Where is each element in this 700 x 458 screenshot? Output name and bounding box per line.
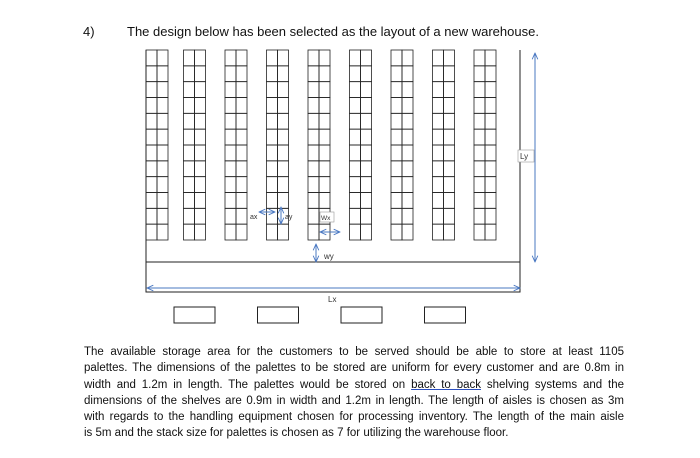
shelf-cell [195, 82, 206, 98]
paragraph-line-6: is 5m and the stack size for palettes is chosen as 7 for utilizing the warehouse floor. [84, 427, 509, 440]
shelf-cell [485, 145, 496, 161]
shelf-cell [308, 224, 319, 240]
shelf-cell [350, 145, 361, 161]
shelf-cell [402, 129, 413, 145]
shelf-cell [444, 113, 455, 129]
shelf-cell [444, 82, 455, 98]
shelf-cell [184, 224, 195, 240]
shelf-cell [350, 161, 361, 177]
shelf-column [433, 50, 455, 240]
paragraph-line-5: with regards to the handling equipment chosen for processing inventory. The length of the main aisle [84, 411, 624, 424]
shelf-cell [157, 145, 168, 161]
wx-label: Wx [321, 215, 331, 222]
shelf-cell [433, 113, 444, 129]
shelf-cell [444, 177, 455, 193]
shelf-cell [236, 98, 247, 114]
ax-label: ax [250, 214, 258, 221]
back-to-back-link: back to back [411, 378, 481, 391]
shelf-cell [485, 66, 496, 82]
shelf-cell [444, 193, 455, 209]
shelf-cell [267, 98, 278, 114]
shelf-cell [184, 145, 195, 161]
shelf-column [184, 50, 206, 240]
shelf-cell [225, 177, 236, 193]
shelf-cell [184, 113, 195, 129]
shelf-cell [195, 224, 206, 240]
shelf-cell [433, 129, 444, 145]
shelf-cell [278, 82, 289, 98]
shelf-cell [474, 193, 485, 209]
shelf-cell [402, 208, 413, 224]
shelf-cell [444, 145, 455, 161]
shelf-cell [146, 113, 157, 129]
shelf-cell [146, 50, 157, 66]
shelf-cell [195, 177, 206, 193]
shelf-cell [308, 177, 319, 193]
shelf-cell [278, 66, 289, 82]
shelf-cell [236, 82, 247, 98]
shelf-cell [278, 113, 289, 129]
shelf-cell [308, 113, 319, 129]
shelf-cell [267, 129, 278, 145]
shelf-cell [474, 224, 485, 240]
shelf-cell [195, 129, 206, 145]
paragraph-line-3 [84, 377, 624, 393]
shelf-cell [267, 145, 278, 161]
shelf-cell [157, 193, 168, 209]
shelf-cell [157, 161, 168, 177]
shelf-cell [184, 66, 195, 82]
shelf-cell [308, 66, 319, 82]
shelf-cell [195, 208, 206, 224]
shelf-cell [350, 50, 361, 66]
shelf-cell [146, 82, 157, 98]
shelf-cell [184, 193, 195, 209]
shelf-cell [474, 98, 485, 114]
shelf-cell [433, 145, 444, 161]
shelf-cell [361, 66, 372, 82]
shelf-cell [433, 177, 444, 193]
shelf-cell [433, 161, 444, 177]
shelf-cell [236, 177, 247, 193]
shelf-cell [157, 50, 168, 66]
shelf-cell [308, 208, 319, 224]
shelf-cell [474, 208, 485, 224]
shelf-cell [474, 145, 485, 161]
shelf-cell [444, 208, 455, 224]
shelf-cell [350, 66, 361, 82]
shelf-cell [402, 82, 413, 98]
shelf-cell [444, 98, 455, 114]
shelf-cell [225, 98, 236, 114]
paragraph-line-3-start: width and 1.2m in length. The palettes would be stored on [84, 378, 406, 391]
shelf-cell [236, 208, 247, 224]
shelf-cell [146, 161, 157, 177]
shelf-cell [402, 145, 413, 161]
shelf-columns [146, 50, 496, 240]
shelf-cell [225, 82, 236, 98]
shelf-cell [485, 82, 496, 98]
shelf-cell [485, 177, 496, 193]
shelf-cell [146, 193, 157, 209]
shelf-cell [146, 145, 157, 161]
shelf-cell [225, 113, 236, 129]
problem-paragraph [84, 344, 624, 442]
shelf-cell [474, 161, 485, 177]
paragraph-line-4: dimensions of the shelves are 0.9m in width and 1.2m in length. The length of aisles is chosen as 3m [84, 394, 624, 407]
paragraph-line-3-end: shelving systems and the [486, 378, 624, 391]
shelf-cell [278, 129, 289, 145]
shelf-cell [278, 161, 289, 177]
shelf-cell [444, 66, 455, 82]
paragraph-line-1: The available storage area for the customers to be served should be able to store at least 1105 [84, 346, 624, 358]
shelf-cell [361, 224, 372, 240]
shelf-cell [184, 208, 195, 224]
shelf-cell [267, 50, 278, 66]
shelf-cell [391, 208, 402, 224]
shelf-cell [308, 98, 319, 114]
shelf-cell [157, 113, 168, 129]
shelf-cell [361, 177, 372, 193]
ay-label: ay [285, 214, 293, 221]
question-title: The design below has been selected as the layout of a new warehouse. [127, 24, 539, 39]
shelf-cell [433, 224, 444, 240]
shelf-cell [184, 50, 195, 66]
shelf-column [225, 50, 247, 240]
shelf-cell [146, 177, 157, 193]
shelf-cell [391, 177, 402, 193]
shelf-cell [319, 82, 330, 98]
question-number: 4) [83, 24, 95, 39]
shelf-cell [350, 98, 361, 114]
shelf-cell [391, 66, 402, 82]
shelf-cell [485, 50, 496, 66]
shelf-cell [308, 193, 319, 209]
shelf-cell [391, 113, 402, 129]
shelf-cell [184, 161, 195, 177]
shelf-column [350, 50, 372, 240]
ly-label: Ly [520, 152, 529, 161]
shelf-cell [267, 113, 278, 129]
shelf-cell [267, 66, 278, 82]
shelf-cell [391, 224, 402, 240]
shelf-cell [146, 98, 157, 114]
shelf-cell [146, 208, 157, 224]
wy-label: wy [324, 252, 334, 261]
shelf-cell [278, 50, 289, 66]
shelf-cell [350, 224, 361, 240]
shelf-cell [433, 82, 444, 98]
shelf-cell [485, 129, 496, 145]
shelf-cell [236, 129, 247, 145]
shelf-cell [485, 193, 496, 209]
shelf-cell [474, 177, 485, 193]
shelf-cell [236, 224, 247, 240]
shelf-cell [319, 113, 330, 129]
shelf-cell [391, 193, 402, 209]
shelf-column [474, 50, 496, 240]
shelf-cell [236, 66, 247, 82]
shelf-cell [485, 113, 496, 129]
shelf-cell [267, 161, 278, 177]
shelf-cell [195, 145, 206, 161]
shelf-cell [474, 50, 485, 66]
shelf-cell [433, 66, 444, 82]
shelf-cell [146, 129, 157, 145]
shelf-cell [402, 98, 413, 114]
shelf-cell [308, 129, 319, 145]
shelf-column [308, 50, 330, 240]
shelf-cell [225, 129, 236, 145]
shelf-cell [225, 208, 236, 224]
shelf-cell [361, 113, 372, 129]
shelf-cell [308, 82, 319, 98]
shelf-cell [361, 161, 372, 177]
shelf-cell [391, 161, 402, 177]
shelf-cell [146, 224, 157, 240]
shelf-cell [319, 145, 330, 161]
shelf-cell [361, 145, 372, 161]
shelf-cell [485, 208, 496, 224]
shelf-cell [184, 82, 195, 98]
shelf-cell [391, 50, 402, 66]
shelf-cell [350, 82, 361, 98]
shelf-cell [391, 98, 402, 114]
shelf-cell [236, 161, 247, 177]
shelf-cell [308, 145, 319, 161]
shelf-cell [485, 224, 496, 240]
shelf-cell [319, 98, 330, 114]
shelf-cell [485, 161, 496, 177]
shelf-cell [361, 193, 372, 209]
shelf-column [391, 50, 413, 240]
shelf-cell [236, 145, 247, 161]
shelf-cell [433, 98, 444, 114]
shelf-cell [195, 193, 206, 209]
shelf-cell [157, 98, 168, 114]
shelf-cell [319, 129, 330, 145]
shelf-cell [402, 66, 413, 82]
shelf-cell [350, 129, 361, 145]
loading-dock [258, 307, 299, 323]
shelf-cell [236, 50, 247, 66]
shelf-cell [444, 161, 455, 177]
shelf-cell [319, 177, 330, 193]
shelf-cell [184, 129, 195, 145]
shelf-cell [225, 50, 236, 66]
shelf-cell [157, 208, 168, 224]
shelf-cell [402, 161, 413, 177]
shelf-cell [319, 66, 330, 82]
shelf-cell [485, 98, 496, 114]
shelf-cell [433, 50, 444, 66]
shelf-cell [225, 193, 236, 209]
shelf-cell [236, 193, 247, 209]
shelf-cell [391, 82, 402, 98]
shelf-cell [157, 129, 168, 145]
loading-dock [425, 307, 466, 323]
shelf-cell [225, 66, 236, 82]
shelf-cell [146, 66, 157, 82]
shelf-cell [267, 224, 278, 240]
shelf-cell [195, 66, 206, 82]
shelf-cell [157, 224, 168, 240]
shelf-cell [225, 224, 236, 240]
loading-dock [341, 307, 382, 323]
shelf-cell [350, 208, 361, 224]
shelf-cell [361, 129, 372, 145]
shelf-cell [402, 177, 413, 193]
shelf-cell [278, 193, 289, 209]
shelf-cell [444, 129, 455, 145]
shelf-cell [267, 208, 278, 224]
shelf-cell [361, 98, 372, 114]
shelf-cell [157, 177, 168, 193]
shelf-cell [391, 145, 402, 161]
shelf-cell [350, 113, 361, 129]
shelf-cell [474, 66, 485, 82]
shelf-cell [319, 161, 330, 177]
shelf-column [146, 50, 168, 240]
paragraph-line-2: palettes. The dimensions of the palettes to be stored are uniform for every customer and are 0.8m in [84, 362, 624, 375]
shelf-cell [402, 113, 413, 129]
shelf-cell [308, 50, 319, 66]
shelf-cell [195, 113, 206, 129]
shelf-cell [350, 193, 361, 209]
shelf-cell [157, 66, 168, 82]
lx-label: Lx [328, 295, 337, 304]
shelf-cell [278, 98, 289, 114]
shelf-cell [195, 50, 206, 66]
shelf-cell [236, 113, 247, 129]
shelf-cell [195, 161, 206, 177]
loading-docks [174, 307, 466, 323]
shelf-cell [474, 129, 485, 145]
shelf-cell [433, 208, 444, 224]
shelf-cell [444, 224, 455, 240]
shelf-cell [278, 224, 289, 240]
shelf-cell [474, 82, 485, 98]
shelf-cell [474, 113, 485, 129]
shelf-cell [319, 50, 330, 66]
shelf-cell [267, 177, 278, 193]
shelf-cell [361, 208, 372, 224]
shelf-cell [184, 177, 195, 193]
shelf-cell [225, 161, 236, 177]
shelf-cell [225, 145, 236, 161]
shelf-cell [157, 82, 168, 98]
shelf-cell [402, 224, 413, 240]
shelf-cell [184, 98, 195, 114]
shelf-cell [195, 98, 206, 114]
shelf-cell [444, 50, 455, 66]
shelf-cell [433, 193, 444, 209]
shelf-cell [361, 50, 372, 66]
shelf-cell [308, 161, 319, 177]
shelf-cell [267, 193, 278, 209]
shelf-cell [278, 145, 289, 161]
shelf-cell [402, 193, 413, 209]
shelf-cell [402, 50, 413, 66]
shelf-cell [350, 177, 361, 193]
shelf-cell [267, 82, 278, 98]
shelf-cell [361, 82, 372, 98]
shelf-cell [391, 129, 402, 145]
shelf-cell [278, 177, 289, 193]
loading-dock [174, 307, 215, 323]
shelf-cell [319, 193, 330, 209]
